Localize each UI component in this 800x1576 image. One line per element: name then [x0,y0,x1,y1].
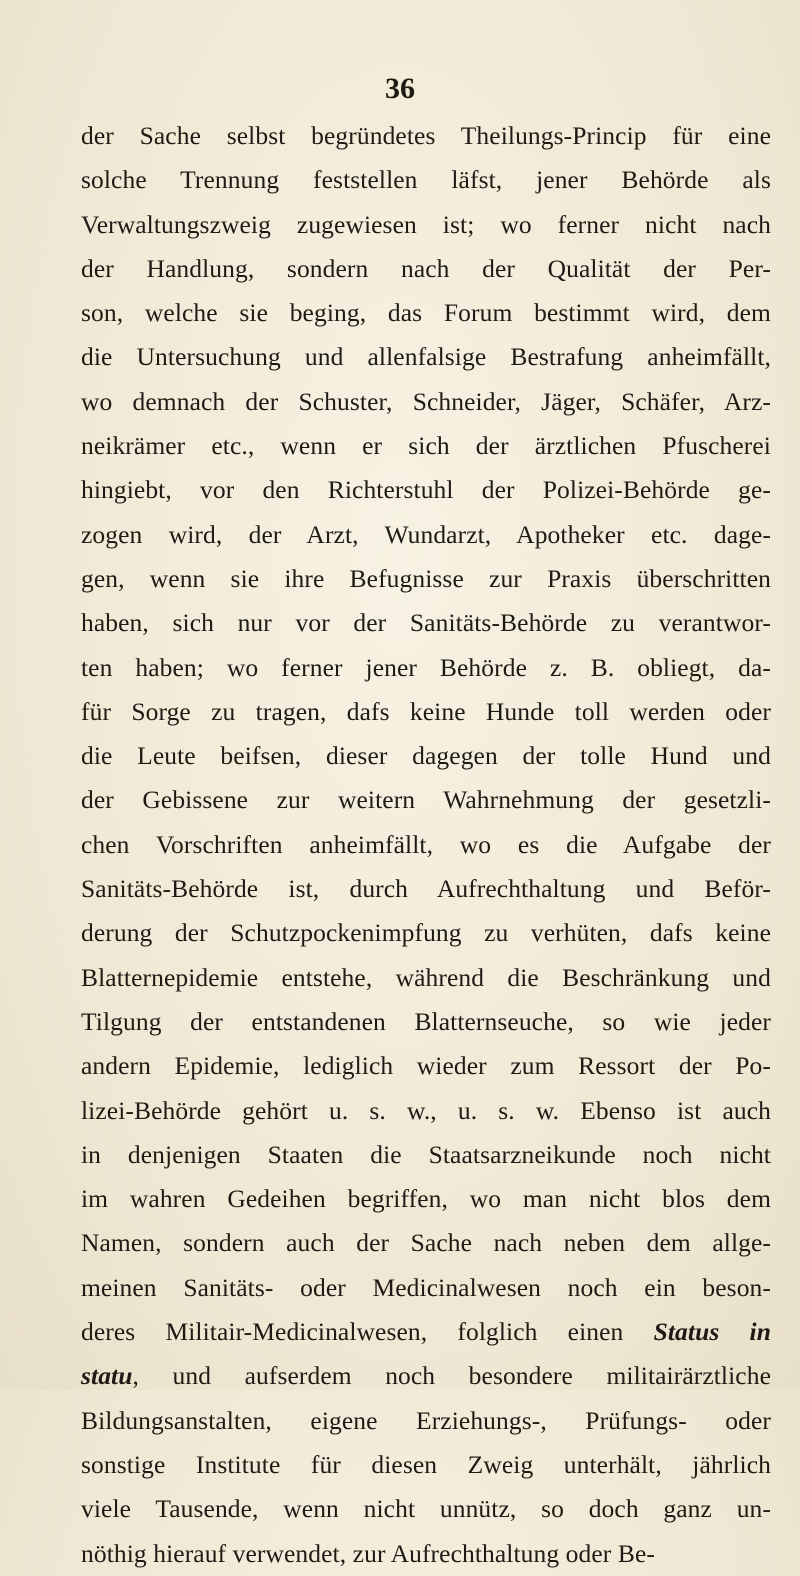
text-line: son, welche sie beging, das Forum bestimmt wird, dem [81,298,771,328]
italic-status-in: Status in [653,1317,771,1347]
text-line: wo demnach der Schuster, Schneider, Jäger, Schäfer, Arz- [81,386,771,416]
page-number: 36 [385,72,415,105]
text-line: gen, wenn sie ihre Befugnisse zur Praxis überschritten [81,563,771,593]
text-line: nöthig hierauf verwendet, zur Aufrechthaltung oder Be- [81,1538,655,1568]
text-line: chen Vorschriften anheimfällt, wo es die Aufgabe der [81,829,771,859]
text-segment: deres Militair-Medicinalwesen, folglich einen [81,1317,624,1347]
text-line: der Sache selbst begründetes Theilungs-Princip für eine [81,121,771,150]
text-segment: , und aufserdem noch besondere militairärztliche [132,1361,771,1391]
text-line: andern Epidemie, lediglich wieder zum Ressort der Po- [81,1051,771,1081]
italic-statu: statu [81,1361,133,1391]
text-line: für Sorge zu tragen, dafs keine Hunde toll werden oder [81,696,771,726]
text-line: sonstige Institute für diesen Zweig unterhält, jährlich [81,1449,771,1479]
body-text [81,114,771,1576]
text-line: solche Trennung feststellen läfst, jener Behörde als [81,165,771,195]
text-line: derung der Schutzpockenimpfung zu verhüten, dafs keine [81,918,771,948]
text-line: Tilgung der entstandenen Blatternseuche, so wie jeder [81,1006,771,1036]
text-line: der Handlung, sondern nach der Qualität der Per- [81,253,771,283]
text-line: die Untersuchung und allenfalsige Bestrafung anheimfällt, [81,342,771,372]
text-line: in denjenigen Staaten die Staatsarzneikunde noch nicht [81,1139,771,1169]
text-line: Verwaltungszweig zugewiesen ist; wo ferner nicht nach [81,209,771,239]
text-line: ten haben; wo ferner jener Behörde z. B. obliegt, da- [81,652,771,682]
text-line: Sanitäts-Behörde ist, durch Aufrechthaltung und Beför- [81,874,771,904]
text-line: der Gebissene zur weitern Wahrnehmung der gesetzli- [81,785,771,815]
text-line: zogen wird, der Arzt, Wundarzt, Apotheker etc. dage- [81,519,771,549]
text-line: lizei-Behörde gehört u. s. w., u. s. w. Ebenso ist auch [81,1095,771,1125]
text-line [81,1354,771,1398]
text-line: haben, sich nur vor der Sanitäts-Behörde zu verantwor- [81,608,771,638]
text-line [81,1310,771,1354]
text-line: neikrämer etc., wenn er sich der ärztlichen Pfuscherei [81,431,771,461]
text-line: Namen, sondern auch der Sache nach neben dem allge- [81,1228,771,1258]
text-line: viele Tausende, wenn nicht unnütz, so doch ganz un- [81,1494,771,1524]
text-line: hingiebt, vor den Richterstuhl der Polizei-Behörde ge- [81,475,771,505]
text-line: im wahren Gedeihen begriffen, wo man nicht blos dem [81,1184,771,1214]
text-line: meinen Sanitäts- oder Medicinalwesen noch ein beson- [81,1272,771,1302]
text-line: Blatternepidemie entstehe, während die Beschränkung und [81,962,771,992]
text-line: Bildungsanstalten, eigene Erziehungs-, Prüfungs- oder [81,1405,771,1435]
text-line: die Leute beifsen, dieser dagegen der tolle Hund und [81,741,771,771]
